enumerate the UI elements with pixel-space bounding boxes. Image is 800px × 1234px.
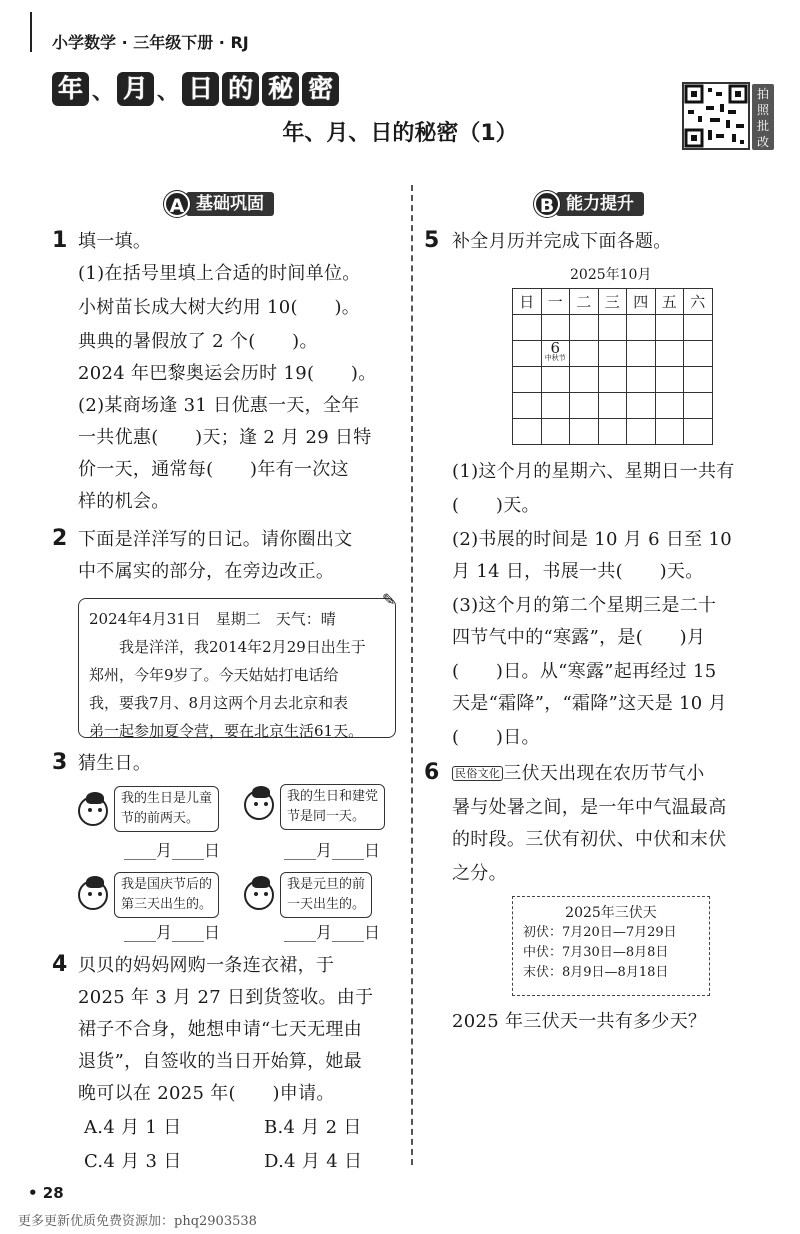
weekday-header: 三	[598, 289, 627, 315]
question-number: 1	[52, 228, 68, 253]
question-number: 4	[52, 952, 68, 977]
q5-text: 补全月历并完成下面各题。	[452, 231, 672, 252]
q6-line: 的时段。三伏有初伏、中伏和末伏	[452, 829, 727, 850]
question-number: 3	[52, 750, 68, 775]
weekday-header: 一	[541, 289, 570, 315]
calendar-cell[interactable]	[598, 341, 627, 367]
calendar-cell[interactable]	[598, 367, 627, 393]
q5-line: ( )天。	[452, 495, 540, 516]
child-face-icon	[244, 790, 274, 820]
calendar-cell[interactable]	[627, 419, 656, 445]
section-a-name: 基础巩固	[186, 192, 274, 216]
banner-char: 的	[222, 72, 259, 106]
q2-line: 中不属实的部分，在旁边改正。	[78, 561, 335, 582]
section-a-letter: A	[164, 191, 190, 217]
calendar-cell[interactable]	[655, 341, 684, 367]
calendar-cell[interactable]	[513, 419, 542, 445]
page-number: • 28	[28, 1184, 64, 1202]
column-divider	[411, 185, 413, 1165]
header-rule	[30, 12, 32, 52]
banner-char: 月	[117, 72, 154, 106]
section-b-heading	[534, 189, 644, 219]
child-face-icon	[78, 796, 108, 826]
q5-line: 天是“霜降”，“霜降”这天是 10 月	[452, 693, 727, 714]
qr-label-char: 改	[756, 135, 769, 149]
calendar-title: 2025年10月	[570, 267, 652, 283]
calendar-cell[interactable]	[627, 341, 656, 367]
q6-line: 三伏天出现在农历节气小	[503, 763, 705, 784]
question-number: 6	[424, 760, 440, 785]
banner-char: 日	[182, 72, 219, 106]
speech-bubble: 我的生日和建党 节是同一天。	[280, 784, 385, 830]
q1-line: (1)在括号里填上合适的时间单位。	[78, 263, 361, 284]
q5-line: (3)这个月的第二个星期三是二十	[452, 595, 717, 616]
qr-label-char: 照	[756, 103, 769, 117]
q4-line: 晚可以在 2025 年( )申请。	[78, 1083, 335, 1104]
section-b-letter: B	[534, 191, 560, 217]
child-face-icon	[244, 880, 274, 910]
q1-line: 填一填。	[78, 231, 152, 252]
calendar-cell[interactable]	[684, 419, 713, 445]
option-b[interactable]: B.4 月 2 日	[264, 1117, 362, 1138]
question-number: 2	[52, 526, 68, 551]
diary-line: 我是洋洋，我2014年2月29日出生于	[89, 638, 366, 656]
marked-note: 中秋节	[544, 353, 566, 362]
speech-bubble: 我是元旦的前 一天出生的。	[280, 872, 372, 918]
calendar-cell[interactable]	[627, 315, 656, 341]
q1-line: 小树苗长成大树大约用 10( )。	[78, 297, 361, 318]
answer-blank[interactable]: ____月____日	[124, 841, 221, 860]
option-d[interactable]: D.4 月 4 日	[264, 1151, 363, 1172]
calendar-cell[interactable]	[684, 393, 713, 419]
sanfu-title: 2025年三伏天	[565, 905, 657, 921]
calendar-cell[interactable]	[541, 315, 570, 341]
q1-line: 一共优惠( )天；逢 2 月 29 日特	[78, 427, 372, 448]
answer-blank[interactable]: ____月____日	[284, 841, 381, 860]
weekday-header: 日	[513, 289, 542, 315]
q5-line: 四节气中的“寒露”，是( )月	[452, 627, 706, 648]
banner-char: 密	[302, 72, 339, 106]
calendar-cell[interactable]	[627, 367, 656, 393]
calendar-cell[interactable]	[541, 367, 570, 393]
unit-banner	[52, 72, 342, 106]
q5-line: (1)这个月的星期六、星期日一共有	[452, 461, 735, 482]
topic-tag: 民俗文化	[452, 766, 503, 781]
calendar-cell[interactable]	[655, 393, 684, 419]
weekday-header: 六	[684, 289, 713, 315]
calendar-cell[interactable]	[655, 367, 684, 393]
weekday-header: 四	[627, 289, 656, 315]
marked-day: 6	[550, 338, 561, 357]
calendar-cell[interactable]	[570, 367, 599, 393]
q1-line: 典典的暑假放了 2 个( )。	[78, 331, 318, 352]
speech-bubble: 我是国庆节后的 第三天出生的。	[114, 872, 219, 918]
calendar-cell[interactable]	[513, 367, 542, 393]
section-a-heading	[164, 189, 274, 219]
sanfu-line: 中伏：7月30日—8月8日	[523, 945, 669, 960]
footer-note: 更多更新优质免费资源加：phq2903538	[18, 1214, 257, 1229]
weekday-header: 二	[570, 289, 599, 315]
q1-line: 2024 年巴黎奥运会历时 19( )。	[78, 363, 377, 384]
calendar-cell[interactable]	[655, 419, 684, 445]
calendar-cell[interactable]	[598, 393, 627, 419]
q5-line: (2)书展的时间是 10 月 6 日至 10	[452, 529, 732, 550]
answer-blank[interactable]: ____月____日	[284, 923, 381, 942]
calendar-cell[interactable]	[684, 315, 713, 341]
calendar-cell[interactable]	[513, 393, 542, 419]
calendar-grid	[512, 288, 713, 445]
calendar-cell[interactable]	[570, 315, 599, 341]
diary-line: 弟一起参加夏令营，要在北京生活61天。	[89, 722, 364, 740]
diary-line: 郑州，今年9岁了。今天姑姑打电话给	[89, 666, 339, 684]
diary-line: 我，要我7月、8月这两个月去北京和表	[89, 694, 349, 712]
calendar-cell-marked[interactable]	[541, 338, 570, 367]
banner-sep: 、	[157, 79, 180, 105]
weekday-header: 五	[655, 289, 684, 315]
calendar-cell[interactable]	[513, 315, 542, 341]
diary-box	[78, 598, 396, 738]
sanfu-info-box	[512, 896, 710, 996]
sanfu-line: 末伏：8月9日—8月18日	[523, 965, 669, 980]
calendar-cell[interactable]	[570, 419, 599, 445]
calendar-cell[interactable]	[513, 341, 542, 367]
q1-line: 样的机会。	[78, 491, 170, 512]
banner-char: 秘	[262, 72, 299, 106]
q6-line: 暑与处暑之间，是一年中气温最高	[452, 797, 727, 818]
question-number: 5	[424, 228, 440, 253]
calendar-cell[interactable]	[598, 419, 627, 445]
q5-line: 月 14 日，书展一共( )天。	[452, 561, 704, 582]
answer-blank[interactable]: ____月____日	[124, 923, 221, 942]
calendar-cell[interactable]	[655, 315, 684, 341]
option-a[interactable]: A.4 月 1 日	[84, 1117, 182, 1138]
calendar-cell[interactable]	[541, 393, 570, 419]
q4-line: 2025 年 3 月 27 日到货签收。由于	[78, 987, 374, 1008]
q4-line: 贝贝的妈妈网购一条连衣裙，于	[78, 955, 335, 976]
banner-sep: 、	[92, 79, 115, 105]
pin-icon: ✎	[382, 590, 396, 609]
q2-line: 下面是洋洋写的日记。请你圈出文	[78, 529, 353, 550]
calendar-cell[interactable]	[684, 341, 713, 367]
calendar-cell[interactable]	[627, 393, 656, 419]
calendar-cell[interactable]	[598, 315, 627, 341]
book-label: 小学数学 · 三年级下册 · RJ	[52, 33, 249, 52]
q1-line: 价一天，通常每( )年有一次这	[78, 459, 349, 480]
q1-line: (2)某商场逢 31 日优惠一天，全年	[78, 395, 360, 416]
q4-line: 退货”，自签收的当日开始算，她最	[78, 1051, 363, 1072]
qr-label-char: 拍	[756, 87, 769, 101]
q6-line: 之分。	[452, 863, 507, 884]
q4-line: 裙子不合身，她想申请“七天无理由	[78, 1019, 363, 1040]
banner-char: 年	[52, 72, 89, 106]
calendar-cell[interactable]	[684, 367, 713, 393]
calendar-cell[interactable]	[570, 393, 599, 419]
q6-first-line	[452, 758, 705, 790]
child-face-icon	[78, 880, 108, 910]
qr-label-char: 批	[756, 119, 769, 133]
q5-line: ( )日。	[452, 727, 540, 748]
speech-bubble: 我的生日是儿童 节的前两天。	[114, 786, 219, 832]
q3-text: 猜生日。	[78, 753, 152, 774]
q5-line: ( )日。从“寒露”起再经过 15	[452, 661, 717, 682]
calendar-cell[interactable]	[570, 341, 599, 367]
section-b-name: 能力提升	[556, 192, 644, 216]
q6-question: 2025 年三伏天一共有多少天？	[452, 1011, 707, 1032]
page-title: 年、月、日的秘密（1）	[282, 121, 518, 146]
option-c[interactable]: C.4 月 3 日	[84, 1151, 182, 1172]
sanfu-line: 初伏：7月20日—7月29日	[523, 925, 677, 940]
diary-line: 2024年4月31日 星期二 天气：晴	[89, 610, 336, 628]
calendar-cell[interactable]	[541, 419, 570, 445]
